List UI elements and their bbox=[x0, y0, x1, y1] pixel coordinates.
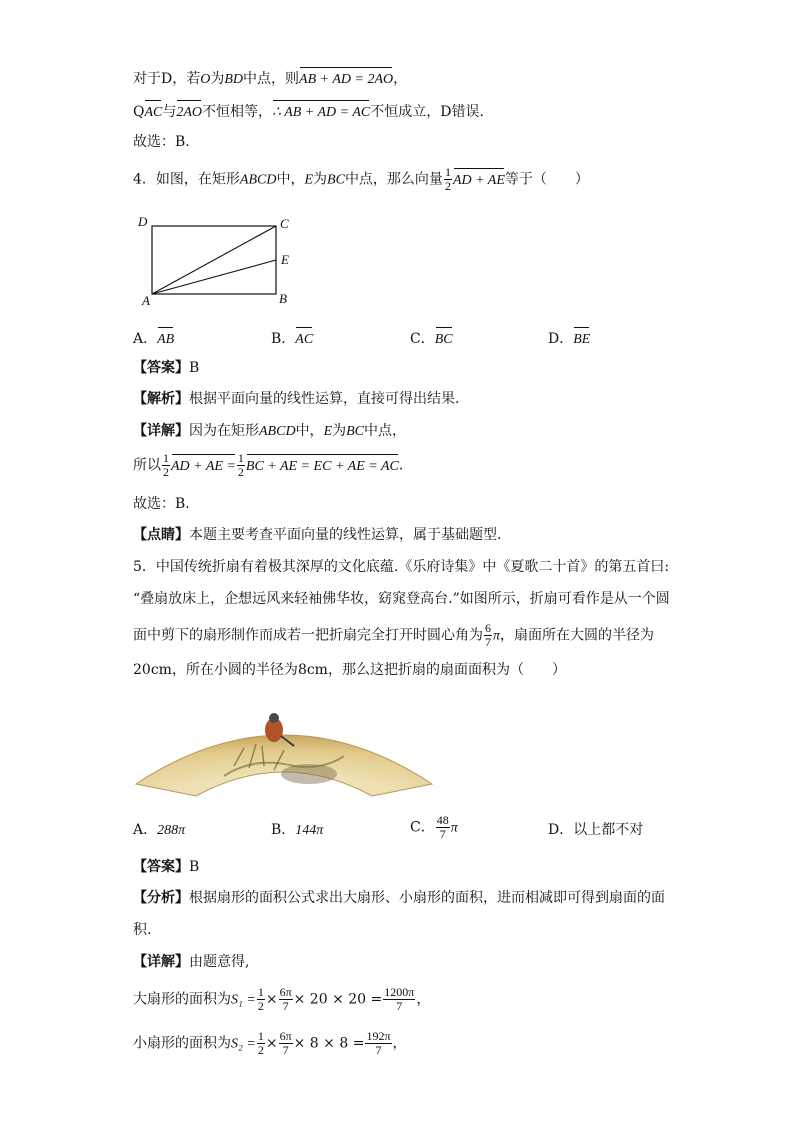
text: 中点，那么向量 bbox=[344, 171, 443, 188]
q4-option-d: D．BE bbox=[548, 326, 590, 350]
q5-small-sector: 小扇形的面积为S₂ = $\frac{1}{2}$ × $\frac{6\pi}{7}$ × 8 × 8 = $\frac{192\pi}{7}$ ， bbox=[133, 1029, 407, 1057]
text: 对于D，若 bbox=[133, 71, 201, 87]
q4-derivation: 所以 $\frac{1}{2}$ AD + AE = $\frac{1}{2}$ BC + AE = EC + AE = AC. bbox=[133, 451, 404, 479]
text: 中点，则 bbox=[243, 71, 300, 87]
text: 与 bbox=[162, 104, 177, 120]
vector-expression: ∴ AB + AD = AC bbox=[272, 99, 370, 123]
label-d: D bbox=[138, 214, 148, 229]
text: 不恒成立，D错误. bbox=[370, 104, 484, 120]
math: BC bbox=[327, 172, 345, 188]
vector: 2AO bbox=[176, 99, 202, 123]
q5-option-c: C． $\frac{48}{7}$ π bbox=[410, 813, 458, 841]
q4-option-c: C．BC bbox=[410, 326, 453, 350]
rectangle-figure bbox=[132, 210, 302, 310]
text-line-2 bbox=[133, 99, 484, 123]
q5-option-b: B．144π bbox=[271, 822, 324, 838]
text-line-1 bbox=[133, 66, 407, 90]
label-e: E bbox=[281, 252, 289, 267]
text: 为 bbox=[313, 171, 328, 188]
math: BD bbox=[224, 72, 244, 87]
q5-answer: 【答案】B bbox=[133, 859, 200, 875]
segment-ac bbox=[152, 226, 276, 294]
fraction-half: $\frac{1}{2}$ bbox=[444, 165, 451, 193]
vector: AC bbox=[144, 99, 162, 123]
text: 等于（ ） bbox=[504, 171, 589, 188]
folding-fan-image bbox=[134, 696, 434, 798]
math: O bbox=[200, 72, 211, 87]
text: Q bbox=[133, 104, 145, 120]
label-b: B bbox=[279, 291, 287, 306]
label-a: A bbox=[142, 293, 150, 308]
q5-big-sector: 大扇形的面积为S₁ = $\frac{1}{2}$ × $\frac{6\pi}{7}$ × 20 × 20 = $\frac{1200\pi}{7}$ ， bbox=[133, 985, 431, 1013]
text: 为 bbox=[210, 71, 225, 87]
q4-comment: 【点睛】本题主要考查平面向量的线性运算，属于基础题型. bbox=[133, 527, 502, 543]
q5-analysis-cont: 积. bbox=[133, 922, 152, 938]
math: E bbox=[304, 172, 314, 188]
q4-option-b: B．AC bbox=[271, 326, 313, 350]
q5-detail: 【详解】由题意得, bbox=[133, 954, 250, 970]
q4-choose: 故选：B. bbox=[133, 496, 190, 512]
vector-expression: AD + AE bbox=[453, 167, 505, 191]
q4-option-a: A．AB bbox=[133, 326, 174, 350]
text: 中， bbox=[276, 171, 305, 188]
q5-analysis: 【分析】根据扇形的面积公式求出大扇形、小扇形的面积，进而相减即可得到扇面的面 bbox=[133, 890, 665, 906]
q5-option-d: D．以上都不对 bbox=[548, 822, 644, 838]
q5-line-1: 5．中国传统折扇有着极其深厚的文化底蕴.《乐府诗集》中《夏歌二十首》的第五首曰: bbox=[133, 559, 670, 575]
q5-option-a: A．288π bbox=[133, 822, 186, 838]
question-4-stem bbox=[133, 166, 589, 193]
math: ABCD bbox=[239, 172, 277, 188]
text: 不恒相等， bbox=[202, 104, 273, 120]
q4-detail: 【详解】因为在矩形ABCD中，E为BC中点， bbox=[133, 423, 407, 439]
q5-line-3: 面中剪下的扇形制作而成若一把折扇完全打开时圆心角为 $\frac{6}{7}$ π，扇面所在大圆的半径为 bbox=[133, 621, 655, 649]
text: 4．如图，在矩形 bbox=[133, 171, 240, 188]
q5-line-4: 20cm，所在小圆的半径为8cm，那么这把折扇的扇面面积为（ ） bbox=[133, 662, 566, 678]
segment-ae bbox=[152, 260, 276, 294]
vector-expression: AB + AD = 2AO bbox=[299, 66, 393, 90]
q4-answer: 【答案】B bbox=[133, 360, 200, 376]
q5-line-2: “叠扇放床上，企想远风来轻袖佛华妆，窈窕登高台.”如图所示，折扇可看作是从一个圆 bbox=[133, 591, 670, 607]
label-c: C bbox=[280, 216, 289, 231]
text: ， bbox=[393, 71, 408, 87]
q4-analysis: 【解析】根据平面向量的线性运算，直接可得出结果. bbox=[133, 391, 460, 407]
text-line-3: 故选：B. bbox=[133, 134, 190, 150]
